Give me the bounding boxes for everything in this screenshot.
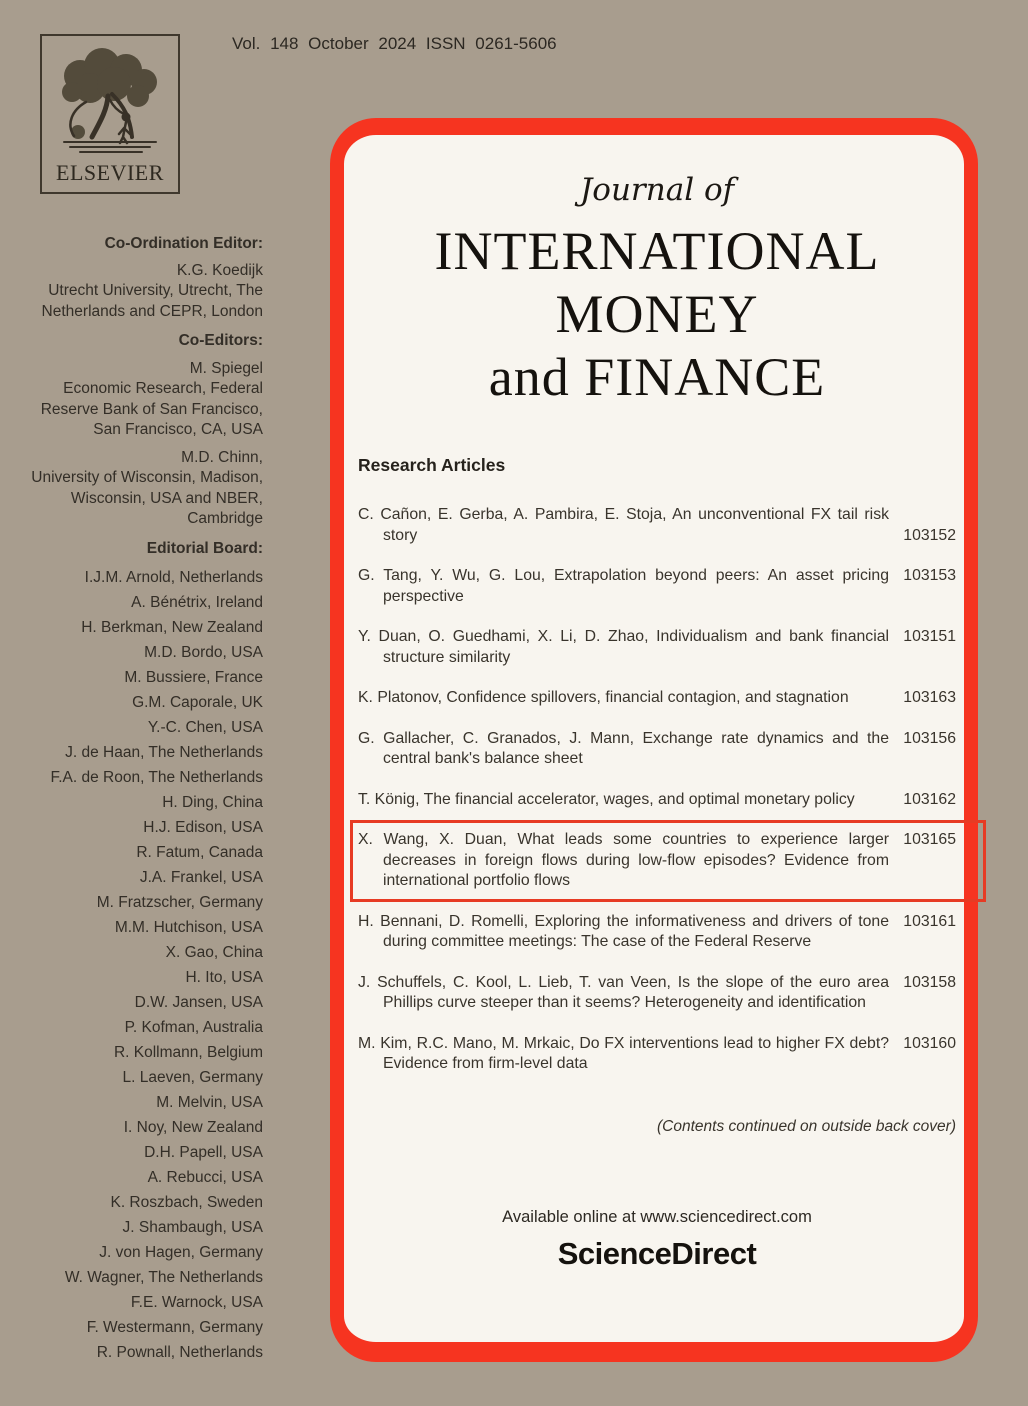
editorial-board-member: H. Ito, USA xyxy=(185,969,263,986)
editorial-board-member: I. Noy, New Zealand xyxy=(123,1119,263,1136)
contents-continued-note: (Contents continued on outside back cover) xyxy=(657,1117,956,1135)
research-articles-heading: Research Articles xyxy=(358,455,506,475)
article-authors-title: M. Kim, R.C. Mano, M. Mrkaic, Do FX interventions lead to higher FX debt? Evidence from firm-level data xyxy=(358,1034,889,1072)
co-editor xyxy=(16,359,263,441)
editorial-board-member: D.H. Papell, USA xyxy=(144,1144,263,1161)
editorial-board-member: M. Bussiere, France xyxy=(124,669,263,686)
article-authors-title: T. König, The financial accelerator, wages, and optimal monetary policy xyxy=(358,790,855,808)
publisher-name: ELSEVIER xyxy=(56,160,164,185)
coordination-editor-heading: Co-Ordination Editor: xyxy=(104,235,263,252)
editorial-board-list xyxy=(16,565,263,1365)
article-authors-title: C. Cañon, E. Gerba, A. Pambira, E. Stoja, An unconventional FX tail risk story xyxy=(358,506,889,544)
coordination-editor-affiliation: Utrecht University, Utrecht, The Netherlands and CEPR, London xyxy=(41,282,263,320)
editorial-board-member: A. Rebucci, USA xyxy=(147,1169,263,1186)
editorial-board-member: H. Ding, China xyxy=(162,794,263,811)
article-page-number: 103162 xyxy=(903,790,956,808)
elsevier-tree-icon xyxy=(50,44,170,160)
article-authors-title: H. Bennani, D. Romelli, Exploring the informativeness and drivers of tone during committee meetings: The case of the Federal Reserve xyxy=(358,912,889,950)
article-entry xyxy=(358,505,956,546)
article-entry xyxy=(358,973,956,1014)
sciencedirect-logo: ScienceDirect xyxy=(557,1235,757,1271)
issue-line: Vol. 148 October 2024 ISSN 0261-5606 xyxy=(232,34,557,53)
journal-title-line: and FINANCE xyxy=(488,347,826,407)
editorial-board-member: I.J.M. Arnold, Netherlands xyxy=(84,569,263,586)
editorial-board-member: Y.-C. Chen, USA xyxy=(147,719,263,736)
editorial-board-member: D.W. Jansen, USA xyxy=(134,994,263,1011)
article-page-number: 103151 xyxy=(903,628,956,645)
article-page-number: 103153 xyxy=(903,567,956,584)
editorial-board-member: R. Fatum, Canada xyxy=(136,844,263,861)
article-page-number: 103152 xyxy=(903,526,956,544)
journal-title-line: INTERNATIONAL xyxy=(434,221,880,281)
article-entry xyxy=(358,688,956,709)
article-authors-title: X. Wang, X. Duan, What leads some countries to experience larger decreases in foreign flows during low-flow episodes? Evidence from international portfolio flows xyxy=(358,831,889,889)
editorial-board-member: L. Laeven, Germany xyxy=(122,1069,263,1086)
article-entry xyxy=(358,790,956,811)
co-editor-name: M.D. Chinn, xyxy=(181,448,263,466)
co-editor-affiliation: Economic Research, Federal Reserve Bank of San Francisco, San Francisco, CA, USA xyxy=(40,380,263,438)
editorial-board-member: F.A. de Roon, The Netherlands xyxy=(50,769,263,786)
co-editor-affiliation: University of Wisconsin, Madison, Wisconsin, USA and NBER, Cambridge xyxy=(31,469,263,527)
coordination-editor-name: K.G. Koedijk xyxy=(176,261,263,279)
article-authors-title: G. Gallacher, C. Granados, J. Mann, Exchange rate dynamics and the central bank's balance sheet xyxy=(358,729,889,767)
article-entry xyxy=(358,1034,956,1075)
elsevier-logo xyxy=(40,34,180,194)
article-authors-title: Y. Duan, O. Guedhami, X. Li, D. Zhao, Individualism and bank financial structure similarity xyxy=(358,628,889,666)
editorial-board-member: J. Shambaugh, USA xyxy=(122,1219,263,1236)
editorial-board-member: X. Gao, China xyxy=(165,944,263,961)
editorial-board-member: W. Wagner, The Netherlands xyxy=(64,1269,263,1286)
cover-panel-content xyxy=(344,172,964,1379)
editors-sidebar xyxy=(16,234,263,1365)
editorial-board-member: M. Melvin, USA xyxy=(156,1094,263,1111)
article-page-number: 103160 xyxy=(903,1034,956,1052)
editorial-board-member: J. de Haan, The Netherlands xyxy=(65,744,263,761)
journal-title xyxy=(358,220,956,409)
cover-panel xyxy=(330,118,978,1362)
editorial-board-member: J. von Hagen, Germany xyxy=(99,1244,263,1261)
editorial-board-member: P. Kofman, Australia xyxy=(124,1019,263,1036)
editorial-board-member: H.J. Edison, USA xyxy=(143,819,263,836)
journal-title-line: MONEY xyxy=(555,284,759,344)
editorial-board-member: J.A. Frankel, USA xyxy=(139,869,263,886)
journal-title-prefix: Journal of xyxy=(579,172,735,208)
co-editor-name: M. Spiegel xyxy=(189,359,263,377)
co-editor xyxy=(16,448,263,530)
table-of-contents xyxy=(358,505,956,1075)
article-authors-title: G. Tang, Y. Wu, G. Lou, Extrapolation beyond peers: An asset pricing perspective xyxy=(358,567,889,605)
article-entry xyxy=(358,627,956,668)
editorial-board-member: M. Fratzscher, Germany xyxy=(96,894,263,911)
article-page-number: 103161 xyxy=(903,912,956,930)
article-entry xyxy=(358,729,956,770)
article-authors-title: J. Schuffels, C. Kool, L. Lieb, T. van Veen, Is the slope of the euro area Phillips curve steeper than it seems? Heterogeneity and identification xyxy=(358,973,889,1011)
article-page-number: 103156 xyxy=(903,729,956,747)
editorial-board-member: A. Bénétrix, Ireland xyxy=(131,594,263,611)
editorial-board-member: M.M. Hutchison, USA xyxy=(114,919,263,936)
co-editors-heading: Co-Editors: xyxy=(178,332,263,349)
article-authors-title: K. Platonov, Confidence spillovers, financial contagion, and stagnation xyxy=(358,689,849,706)
editorial-board-member: H. Berkman, New Zealand xyxy=(81,619,263,636)
editorial-board-member: R. Kollmann, Belgium xyxy=(113,1044,263,1061)
editorial-board-member: M.D. Bordo, USA xyxy=(144,644,263,661)
availability-note: Available online at www.sciencedirect.com xyxy=(502,1207,812,1226)
editorial-board-member: R. Pownall, Netherlands xyxy=(96,1344,263,1361)
article-entry xyxy=(358,566,956,607)
article-entry xyxy=(358,912,956,953)
editorial-board-member: G.M. Caporale, UK xyxy=(132,694,263,711)
editorial-board-heading: Editorial Board: xyxy=(146,539,263,557)
editorial-board-member: F.E. Warnock, USA xyxy=(130,1294,263,1311)
article-entry xyxy=(358,830,956,892)
editorial-board-member: F. Westermann, Germany xyxy=(86,1319,263,1336)
article-page-number: 103165 xyxy=(903,831,956,848)
article-page-number: 103158 xyxy=(903,973,956,991)
editorial-board-member: K. Roszbach, Sweden xyxy=(110,1194,263,1211)
article-page-number: 103163 xyxy=(903,689,956,706)
